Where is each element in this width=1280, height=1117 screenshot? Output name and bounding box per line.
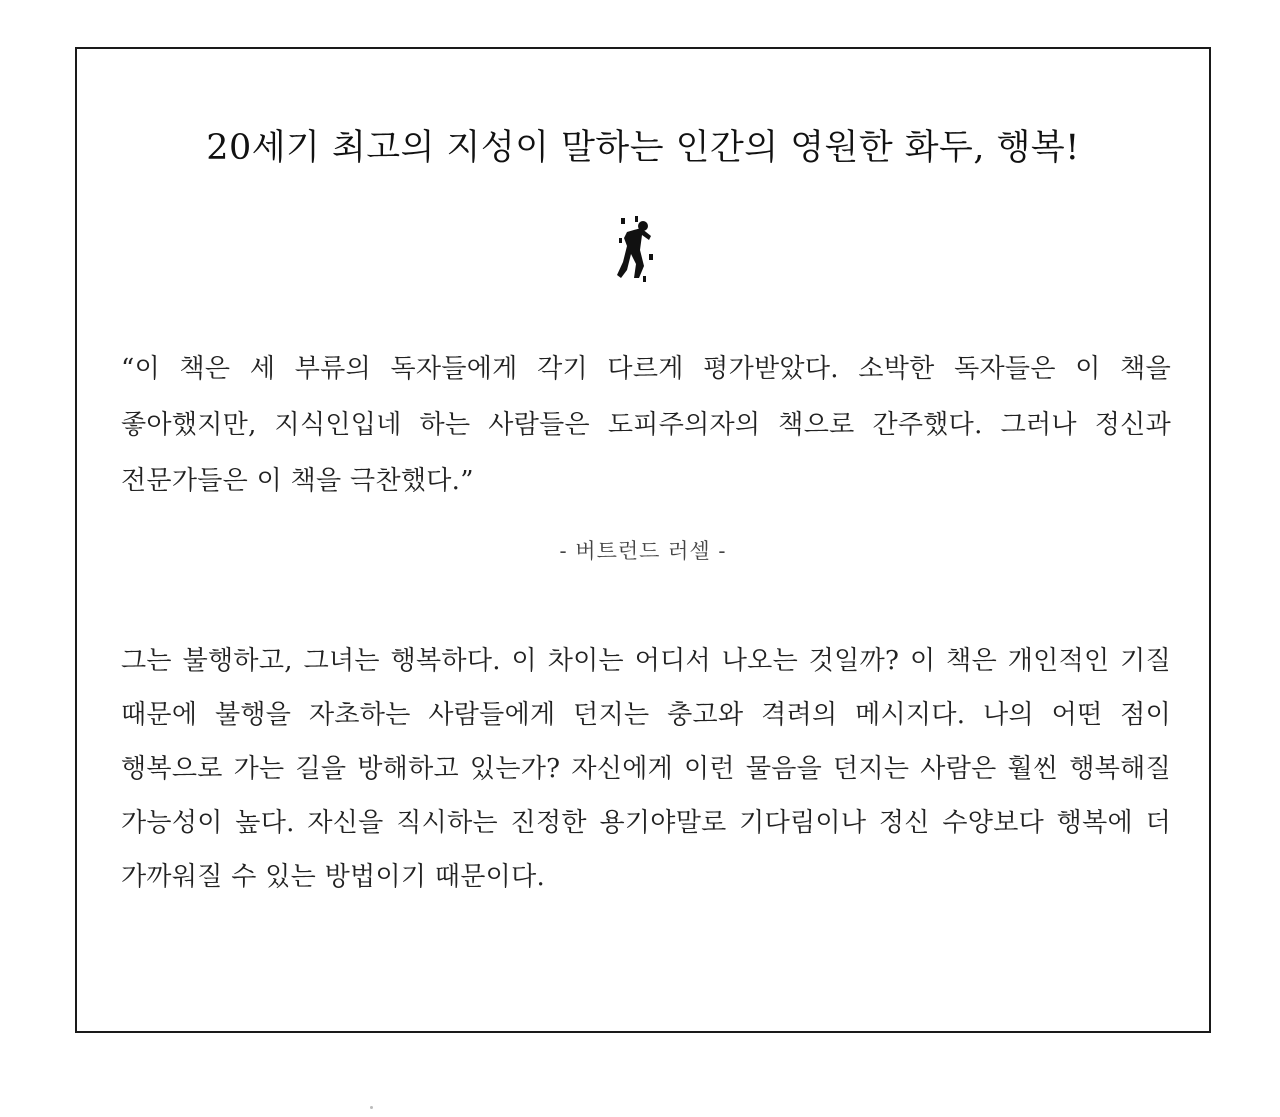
quote-attribution: - 버트런드 러셀 - <box>559 539 727 563</box>
headline: 20세기 최고의 지성이 말하는 인간의 영원한 화두, 행복! <box>206 128 1080 168</box>
description-paragraph: 그는 불행하고, 그녀는 행복하다. 이 차이는 어디서 나오는 것일까? 이 책은 개인적인 기질 때문에 불행을 자초하는 사람들에게 던지는 충고와 격려의 메시지다. 나의 어떤 점이 행복으로 가는 길을 방해하고 있는가? 자신에게 이런 물음을 던지는 사람은 훨씬 행복해질 가능성이 높다. 자신을 직시하는 진정한 용기야말로 기다림이나 정신 수양보다 행복에 더 가까워질 수 있는 방법이기 때문이다. <box>121 646 1171 892</box>
scan-speck <box>370 1106 373 1109</box>
book-cover-panel <box>75 47 1211 1033</box>
russell-quote: “이 책은 세 부류의 독자들에게 각기 다르게 평가받았다. 소박한 독자들은 이 책을 좋아했지만, 지식인입네 하는 사람들은 도피주의자의 책으로 간주했다. 그러나 정신과 전문가들은 이 책을 극찬했다.” <box>121 354 1171 496</box>
dancing-figure-icon <box>615 214 657 286</box>
